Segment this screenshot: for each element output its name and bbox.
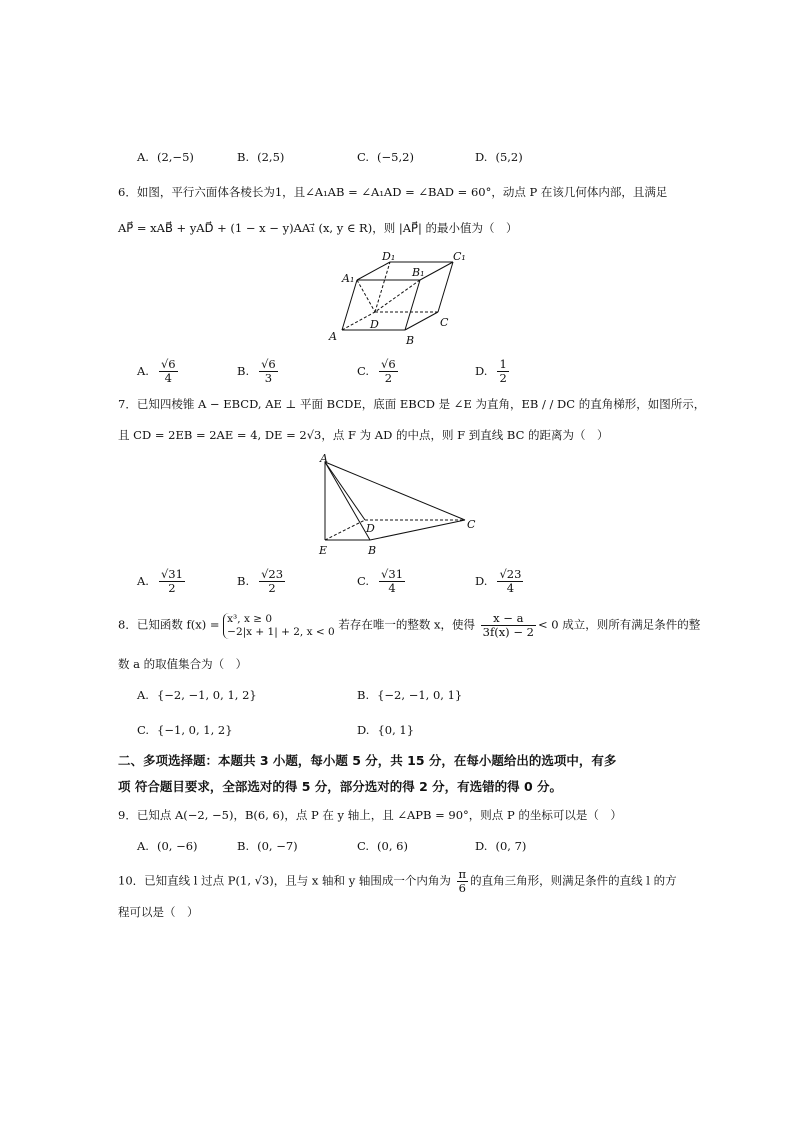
label-A: A — [329, 330, 337, 343]
label-B: B — [406, 334, 415, 347]
q5-option-a: A. (2,−5) — [137, 150, 194, 164]
q6-stem-line2: AP⃗ = xAB⃗ + yAD⃗ + (1 − x − y)AA₁⃗ (x, y ∈ R)，则 |AP⃗| 的最小值为（ ） — [118, 221, 518, 235]
label-A1: A₁ — [342, 272, 355, 285]
q7-option-a: A. $\frac{√31}{2}$ — [137, 567, 183, 595]
q8-piecewise — [223, 613, 335, 639]
label-B1: B₁ — [412, 266, 425, 279]
q7-option-b: B. $\frac{√23}{2}$ — [237, 567, 284, 595]
q8-option-b: B. {−2, −1, 0, 1} — [357, 688, 463, 702]
q9-option-c: C. (0, 6) — [357, 839, 408, 853]
label-B: B — [368, 544, 377, 557]
q8-stem-line2: 数 a 的取值集合为（ ） — [118, 657, 248, 671]
section2-heading-line1: 二、多项选择题：本题共 3 小题，每小题 5 分，共 15 分，在每小题给出的选项中，有多 — [118, 753, 617, 768]
q6-option-b: B. $\frac{√6}{3}$ — [237, 357, 276, 385]
label-C: C — [440, 316, 449, 329]
section2-heading-line2: 项 符合题目要求，全部选对的得 5 分，部分选对的得 2 分，有选错的得 0 分。 — [118, 779, 563, 794]
q9-option-b: B. (0, −7) — [237, 839, 298, 853]
q8-prefix: 8．已知函数 f(x) = — [118, 617, 220, 632]
q5-option-c: C. (−5,2) — [357, 150, 414, 164]
q5-option-b: B. (2,5) — [237, 150, 285, 164]
q10-fraction: $\frac{\pi}{6}$ — [458, 867, 467, 895]
label-A: A — [320, 452, 328, 465]
q10-suffix: 的直角三角形，则满足条件的直线 l 的方 — [470, 873, 677, 888]
q5-option-d: D. (5,2) — [475, 150, 523, 164]
q7-stem-line1: 7．已知四棱锥 A − EBCD, AE ⊥ 平面 BCDE，底面 EBCD 是 ∠E 为直角，EB / / DC 的直角梯形，如图所示， — [118, 397, 706, 411]
q10-stem-line2: 程可以是（ ） — [118, 905, 199, 919]
q10-stem-line1 — [118, 868, 677, 895]
q6-option-a: A. $\frac{√6}{4}$ — [137, 357, 176, 385]
q8-option-a: A. {−2, −1, 0, 1, 2} — [137, 688, 257, 702]
q9-option-d: D. (0, 7) — [475, 839, 527, 853]
q8-option-d: D. {0, 1} — [357, 723, 415, 737]
q7-pyramid-figure — [310, 452, 485, 560]
q10-prefix: 10．已知直线 l 过点 P(1, √3)，且与 x 轴和 y 轴围成一个内角为 — [118, 873, 451, 888]
q7-option-d: D. $\frac{√23}{4}$ — [475, 567, 522, 595]
label-D1: D₁ — [382, 250, 396, 263]
q8-stem-line1 — [118, 612, 700, 639]
q8-mid: 若存在唯一的整数 x，使得 — [338, 617, 475, 632]
q7-stem-line2: 且 CD = 2EB = 2AE = 4, DE = 2√3，点 F 为 AD 的中点，则 F 到直线 BC 的距离为（ ） — [118, 428, 609, 442]
q9-stem: 9．已知点 A(−2, −5)，B(6, 6)，点 P 在 y 轴上，且 ∠APB = 90°，则点 P 的坐标可以是（ ） — [118, 808, 622, 822]
label-D: D — [370, 318, 379, 331]
q7-option-c: C. $\frac{√31}{4}$ — [357, 567, 404, 595]
label-C: C — [467, 518, 476, 531]
q8-suffix: < 0 成立，则所有满足条件的整 — [537, 617, 701, 632]
q6-stem-line1: 6．如图，平行六面体各棱长为1，且∠A₁AB = ∠A₁AD = ∠BAD = 60°，动点 P 在该几何体内部，且满足 — [118, 185, 668, 199]
q8-fraction: $\frac{x - a}{3f(x) - 2}$ — [482, 611, 534, 639]
q9-option-a: A. (0, −6) — [137, 839, 198, 853]
q6-parallelepiped-figure — [320, 248, 480, 348]
q8-option-c: C. {−1, 0, 1, 2} — [137, 723, 233, 737]
q6-option-c: C. $\frac{√6}{2}$ — [357, 357, 396, 385]
q8-case1: x³, x ≥ 0 — [227, 612, 273, 625]
label-D: D — [366, 522, 375, 535]
label-C1: C₁ — [453, 250, 466, 263]
q8-case2: −2|x + 1| + 2, x < 0 — [227, 625, 335, 638]
q6-option-d: D. $\frac{1}{2}$ — [475, 357, 507, 385]
label-E: E — [319, 544, 328, 557]
